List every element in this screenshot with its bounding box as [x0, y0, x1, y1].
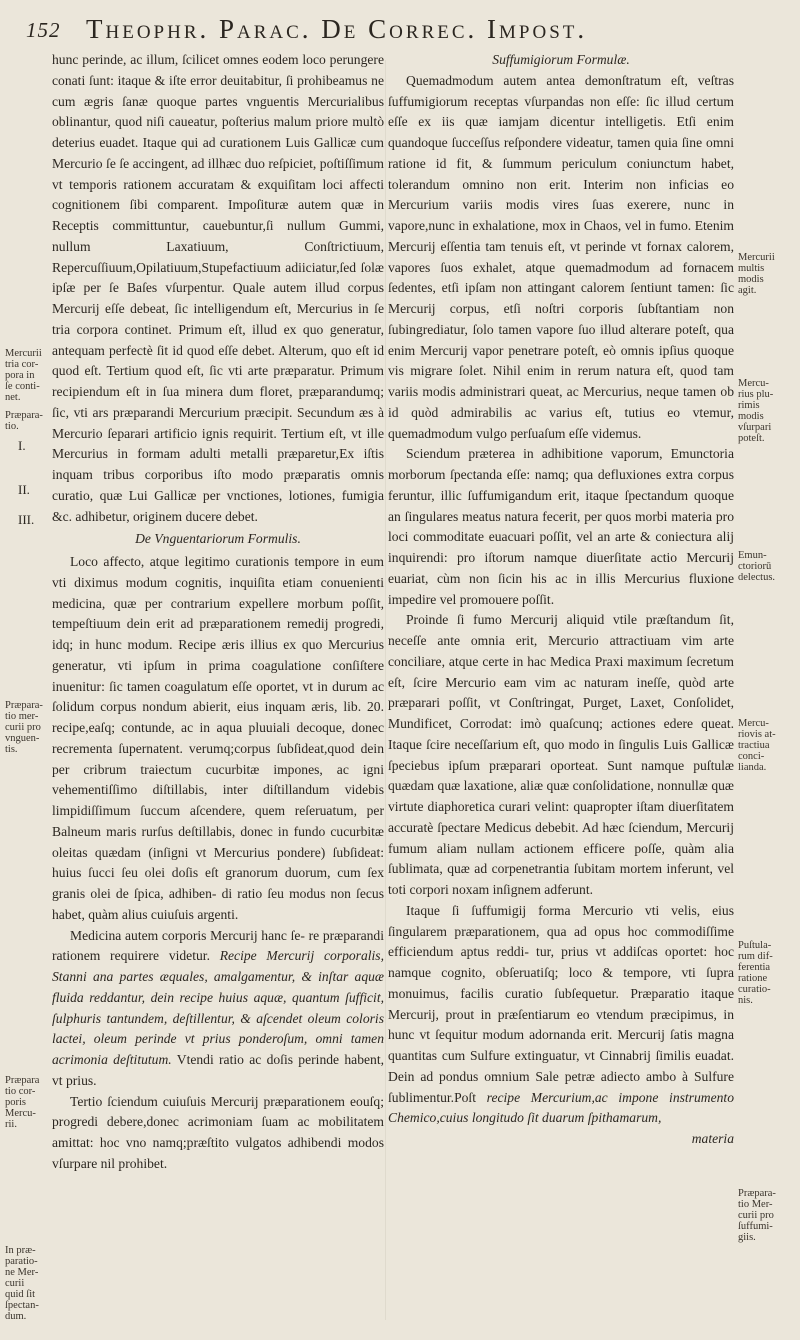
left-paragraph-4: Tertio ſciendum cuiuſuis Mercurij præparationem eouſq; progredi debere,donec acrimoniam ſuam ac mobilitatem amittat: hoc vno namq;præſtito vulgatos adhibendi modos vſurpare nil prohibet. — [52, 1093, 384, 1171]
section-heading-vnguentariorum: De Vnguentariorum Formulis. — [135, 531, 301, 547]
right-recipe-text: recipe Mercurium,ac impone instrumento Chemico,cuius longitudo ſit duarum ſpithamarum, — [388, 1089, 734, 1126]
page-number: 152 — [26, 18, 61, 42]
running-head — [26, 14, 766, 48]
left-paragraph-2: Loco affecto, atque legitimo curationis tempore in eum vti diximus modum cognitis, inquiſita etiam conuenienti medicina, quæ per contrarium expellere morbum poſſit, tempeſtiuum dein erit ad præparationem remedij progredi, idq; in hunc modum. Recipe æris illius ex quo Mercurius generatur, vti ipſum in prima coagulatione conſiſtere inuenitur: ſic tamen coagulatum eſſe oportet, vt in durum ac ſolidum corpus nondum abierit, eius inquam æris, lib. 20. recipe,eaſq; contunde, ac in aqua pluuiali decoque, donec recrementa ſupernatent. verumq;corpus ſubſideat,quod dein per cribrum traiectum cucurbitæ impones, ac igni vehementiſſimo diſtillabis, inter diſtillandum videbis limpidiſſimum ſuccum aſcendere, quem reſeruatum, per Balneum maris rurſus deſtillabis, donec in fundo cucurbitæ oleitas quædam (inſigni vt Mercurius pondere) ſubſideat: huius ſucci ſeu olei doſis eſt granorum duorum, cum ſex granis olei de ſpica, adhiben- di ratio ſeu modus non ſecus habet, quàm alius cuiuſuis argenti. — [52, 554, 384, 922]
recipe-intro: Medicina autem corporis Mercurij hanc ſe- re præparandi rationem requirere videtur. — [52, 927, 384, 964]
right-paragraph-3: Proinde ſi fumo Mercurij aliquid vtile præſtandum ſit, neceſſe ante omnia erit, Mercurio attractiuam vim arte conciliare, atque certe in hac Medica Praxi maximum ſecretum eſt, ſcire Mercurio eam vim ac naturam ineſſe, quòd arte præparari poſſit, vt Conſtringat, Purget, Laxet, Conſolidet, Mundificet, Corrodat: imò quaſcunq; actiones edere queat. Itaque ſcire neceſſarium eſt, quo modo in ſingulis Luis Gallicæ ſpeciebus ipſum præparari oporteat. Sunt namque puſtulæ quædam quæ laxatione, aliæ quæ conſolidatione, nonnullæ quæ virtute diaphoretica curari velint: quapropter iſtam diuerſitatem accuratè ſpectare Medicus debebit. Ad hæc ſciendum, Mercurij fumum aliam nullam actionem efficere poſſe, quàm alia ſublimata, quæ ad corpenetrantia ſubitam mortem inferunt, vel toti corpori noxam inſignem adferunt. — [388, 612, 734, 897]
recipe-dosis: Vtendi ratio ac doſis perinde habent, vt prius. — [52, 1052, 384, 1088]
numeral-3: III. — [18, 512, 35, 527]
right-paragraph-1: Quemadmodum autem antea demonſtratum eſt, veſtras ſuffumigiorum receptas vſurpandas non eſſe: ſic illud certum eſſe ex iis quæ iamjam dicentur intelligetis. Etſi enim quandoque ſucceſſus reſpondere videatur, tamen quia ſine omni ratione id fit, & ſummum periculum coniunctum habet, tolerandum omnino non erit. Interim non inficias eo Mercurium variis modis vires ſuas exerere, nunc in vapore,nunc in exhalatione, mox in Chaos, vel in fumo. Etenim Mercurij eſſentia tam tenuis eſt, vt perinde vt fornax calorem, vapores ſuos exhalet, atque quemadmodum ad fornacem ſedentes, etſi ipſam non attingant calorem ſentiunt tamen: ſic Mercurij corpus, etſi noſtri corporis ſubſtantiam non ſubingrediatur, ſolo tamen vapore ſuo illud alterare poteſt, qua enim Mercurij vapor penetrare poteſt, eò omnis ipſius quoque vis migrare ſolet. Nihil enim in rerum natura eſt, quod tam variis modis administrari queat, ac Mercurius, neque tamen ob id quòd admirabilis ac varius eſt, tutius eo vtemur, quemadmodum vulgo perſuaſum eſſe videmus. — [388, 72, 734, 441]
margin-note-praeparatio-mercurii-pro-vnguentis: Præpara- tio mer- curii pro vnguen- tis. — [5, 700, 43, 755]
left-column — [52, 50, 384, 1175]
running-title: Theophr. Parac. De Correc. Impost. — [86, 14, 588, 44]
margin-note-mercurius-plurimis-modis: Mercu- rius plu- rimis modis vſurpari poteſt. — [738, 378, 774, 444]
margin-note-emunctoria-delectus: Emun- ctoriorū delectus. — [738, 550, 776, 583]
margin-note-praeparatio-corporis-mercurii: Præpara tio cor- poris Mercu- rii. — [5, 1075, 40, 1130]
margin-note-in-praeparatione: In præ- paratio- ne Mer- curii quid ſit ſpectan- dum. — [5, 1245, 39, 1322]
right-paragraph-2: Sciendum præterea in adhibitione vaporum, Emunctoria morborum ſpectanda eſſe: namq; qua defluxiones extra corpus feruntur, illic ſuffumigandum erit, itaque ſpectandum quoque an ſingulares meatus natura fecerit, per quos morbi materia pro loci commoditate euacuari poſſit, vel an arte & coniectura alij inquirendi: pro iſtorum namque diuerſitate actio Mercurij euariat, cùm non ſicin his ac in illis Mercurius fluxione impedire vel promouere poſſit. — [388, 446, 734, 607]
column-gutter — [385, 60, 386, 1320]
margin-note-mercurii-vis-attractiua: Mercu- riovis at- tractiua conci- lianda. — [738, 718, 776, 773]
section-heading-suffumigiorum: Suffumigiorum Formulæ. — [492, 52, 630, 67]
margin-note-mercurii-multis-modis: Mercurii multis modis agit. — [738, 252, 775, 296]
numeral-1: I. — [18, 438, 26, 453]
margin-note-praeparatio-pro-suffumigiis: Præpara- tio Mer- curii pro ſuffumi- giis. — [738, 1188, 776, 1243]
catchword: materia — [691, 1131, 734, 1146]
margin-note-pustularum-differentia: Puſtula- rum dif- ferentia ratione curatio- nis. — [738, 940, 773, 1006]
right-column — [388, 50, 734, 1150]
left-paragraph-3 — [52, 926, 384, 1092]
left-paragraph-1: hunc perinde, ac illum, ſcilicet omnes eodem loco perungere conati ſunt: itaque & iſte error deuitabitur, ſi prohibeamus ne cum ægris ſanæ quoque partes vnguentis Mercurialibus oblinantur, quod niſi caueatur, poſterius malum priore multò deterius euadet. Itaque qui ad curationem Luis Gallicæ cum Mercurio ſe ſe accingent, ad illhæc duo reſpiciet, poſtiſſimum vt temporis rationem accuratam & exquiſitam loci affecti cognitionem ſibi comparent. Impoſituræ autem quæ in Receptis committuntur, cauebuntur,ſi nullum Gummi, nullum Laxatiuum, Conſtrictiuum, Repercuſſiuum,Opilatiuum,Stupefactiuum adiiciatur,ſed ſolæ ipſæ per ſe Baſes vſurpentur. Quale autem illud corpus Mercurij eſſe debeat, ſic intelligendum eſt, Mercurius in ſe tria corpora continet. Primum eſt, illud ex quo generatur, antequam perfectè ſit id quod eſſe debet. Alterum, quo eſt id quod eſt. Tertium quod eſt, ſic vti arte præparatur. Primum recipiendum eſt in ſua minera dum floret, præparandumq; ſic, vti ars præparandi Mercurium præcipit. Secundum æs à Mercurio ſeparari artificio ignis requirit. Tertium eſt, vt ille Mercurius in formam adulti metalli præparetur,Ex iſtis inquam tribus corporibus iſto modo præparatis omnis curatio, quæ Lui Gallicæ per vnctiones, lotiones, fumigia &c. adhibetur, originem ducere debet. — [52, 52, 384, 524]
margin-note-mercurii-tria-corpora: Mercurii tria cor- pora in ſe conti- net. — [5, 348, 42, 403]
right-paragraph-4 — [388, 901, 734, 1129]
recipe-text: Recipe Mercurij corporalis, Stanni ana partes æquales, amalgamentur, & inſtar aquæ fluida reddantur, dein recipe huius aquæ, quantum ſufficit, ſulphuris tantundem, deſtillentur, & aſcendet oleum coloris lactei, oleum perinde vt prius ponderoſum, omni tamen acrimonia deſtitutum. — [52, 948, 384, 1067]
numeral-2: II. — [18, 482, 30, 497]
margin-note-praeparatio: Præpara- tio. — [5, 410, 43, 432]
right-paragraph-4-text: Itaque ſi ſuffumigij forma Mercurio vti velis, eius ſingularem præparationem, qua ad opus hoc commodiſſime efficiendum aptus reddi- tur, prius vt addiſcas oportet: hoc namque cognito, obſeruatiſq; loco & tempore, vti ſupra monuimus, facilis curatio ſubſequetur. Præparatio itaque Mercurij, prout in præſentiarum eo vtendum præcipimus, in hunc vt ſequitur modum adornanda erit. Mercurij ſatis magna quantitas cum Sulfure extinguatur, vt Cinnabrij ſimilis euadat. Dein ad pondus omnium Sale petræ adiecto ambo à Sulfure ſublimentur.Poſt — [388, 902, 734, 1105]
